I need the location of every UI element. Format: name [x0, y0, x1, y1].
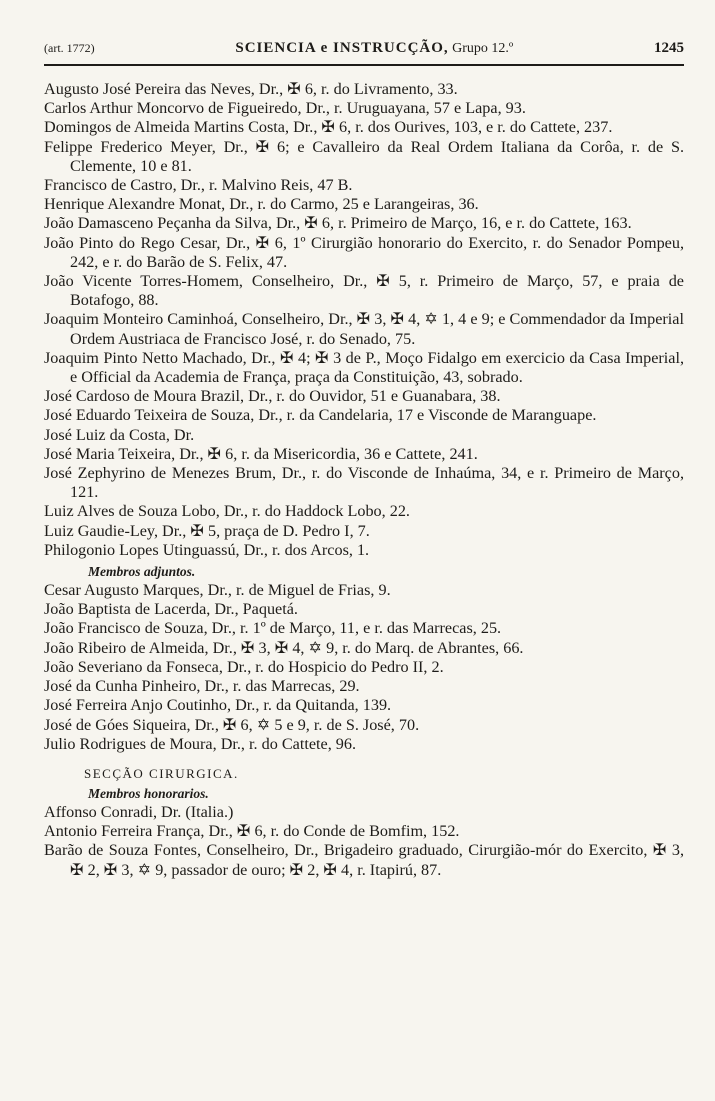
header-title: SCIENCIA e INSTRUCÇÃO, — [235, 40, 449, 56]
section-title: SECÇÃO CIRURGICA. — [84, 765, 239, 781]
member-entry: José Ferreira Anjo Coutinho, Dr., r. da Quitanda, 139. — [44, 696, 392, 715]
running-header — [44, 40, 684, 66]
header-title-group — [235, 40, 513, 57]
article-reference: (art. 1772) — [44, 41, 95, 55]
member-entry: José de Góes Siqueira, Dr., ✠ 6, ✡ 5 e 9, r. de S. José, 70. — [44, 715, 420, 734]
member-entry: João Francisco de Souza, Dr., r. 1º de Março, 11, e r. das Marrecas, 25. — [44, 619, 502, 638]
member-entry: Affonso Conradi, Dr. (Italia.) — [44, 802, 234, 821]
member-entry: José Zephyrino de Menezes Brum, Dr., r. do Visconde de Inhaúma, 34, e r. Primeiro de Março, 121. — [44, 464, 684, 502]
member-entry: Joaquim Monteiro Caminhoá, Conselheiro, Dr., ✠ 3, ✠ 4, ✡ 1, 4 e 9; e Commendador da Imperial Ordem Austriaca de Francisco José, r. do Senado, 75. — [44, 310, 684, 348]
member-entry: Barão de Souza Fontes, Conselheiro, Dr., Brigadeiro graduado, Cirurgião-mór do Exercito, ✠ 3, ✠ 2, ✠ 3, ✡ 9, passador de ouro; ✠ 2, ✠ 4, r. Itapirú, 87. — [44, 841, 684, 879]
member-entry: João Damasceno Peçanha da Silva, Dr., ✠ 6, r. Primeiro de Março, 16, e r. do Cattete, 163. — [44, 214, 632, 233]
header-group: Grupo 12.º — [452, 41, 514, 56]
member-entry: José Maria Teixeira, Dr., ✠ 6, r. da Misericordia, 36 e Cattete, 241. — [44, 444, 478, 463]
member-entry: Luiz Gaudie-Ley, Dr., ✠ 5, praça de D. Pedro I, 7. — [44, 521, 370, 540]
member-entry: João Pinto do Rego Cesar, Dr., ✠ 6, 1º Cirurgião honorario do Exercito, r. do Senador Pompeu, 242, e r. do Barão de S. Felix, 47. — [44, 233, 684, 271]
member-entry: João Ribeiro de Almeida, Dr., ✠ 3, ✠ 4, ✡ 9, r. do Marq. de Abrantes, 66. — [44, 638, 524, 657]
member-list-effective — [44, 80, 684, 560]
member-entry: Antonio Ferreira França, Dr., ✠ 6, r. do Conde de Bomfim, 152. — [44, 822, 460, 841]
member-entry: Francisco de Castro, Dr., r. Malvino Reis, 47 B. — [44, 176, 353, 195]
member-entry: Philogonio Lopes Utinguassú, Dr., r. dos Arcos, 1. — [44, 540, 370, 559]
page-number: 1245 — [654, 40, 684, 56]
member-entry: Luiz Alves de Souza Lobo, Dr., r. do Haddock Lobo, 22. — [44, 502, 410, 521]
member-entry: João Baptista de Lacerda, Dr., Paquetá. — [44, 600, 298, 619]
member-entry: José Cardoso de Moura Brazil, Dr., r. do Ouvidor, 51 e Guanabara, 38. — [44, 387, 501, 406]
member-entry: José Luiz da Costa, Dr. — [44, 425, 195, 444]
member-entry: Julio Rodrigues de Moura, Dr., r. do Cattete, 96. — [44, 734, 357, 753]
member-entry: Cesar Augusto Marques, Dr., r. de Miguel de Frias, 9. — [44, 581, 391, 600]
member-entry: Henrique Alexandre Monat, Dr., r. do Carmo, 25 e Larangeiras, 36. — [44, 195, 479, 214]
subhead-membros-adjuntos: Membros adjuntos. — [88, 564, 196, 580]
member-entry: José Eduardo Teixeira de Souza, Dr., r. da Candelaria, 17 e Visconde de Maranguape. — [44, 406, 597, 425]
member-entry: Felippe Frederico Meyer, Dr., ✠ 6; e Cavalleiro da Real Ordem Italiana da Corôa, r. de S. Clemente, 10 e 81. — [44, 137, 684, 175]
member-entry: João Vicente Torres-Homem, Conselheiro, Dr., ✠ 5, r. Primeiro de Março, 57, e praia de Botafogo, 88. — [44, 272, 684, 310]
member-entry: Carlos Arthur Moncorvo de Figueiredo, Dr., r. Uruguayana, 57 e Lapa, 93. — [44, 99, 526, 118]
member-entry: Augusto José Pereira das Neves, Dr., ✠ 6, r. do Livramento, 33. — [44, 80, 458, 98]
member-entry: João Severiano da Fonseca, Dr., r. do Hospicio do Pedro II, 2. — [44, 657, 444, 676]
member-entry: José da Cunha Pinheiro, Dr., r. das Marrecas, 29. — [44, 677, 360, 696]
document-page — [44, 40, 684, 880]
document-body — [44, 80, 684, 880]
member-entry: Joaquim Pinto Netto Machado, Dr., ✠ 4; ✠ 3 de P., Moço Fidalgo em exercicio da Casa Imperial, e Official da Academia de França, praça da Constituição, 43, sobrado. — [44, 348, 684, 387]
member-list-adjuntos — [44, 581, 684, 754]
member-entry: Domingos de Almeida Martins Costa, Dr., ✠ 6, r. dos Ourives, 103, e r. do Cattete, 237. — [44, 118, 613, 137]
member-list-honorarios — [44, 803, 684, 880]
subhead-membros-honorarios: Membros honorarios. — [88, 785, 209, 801]
